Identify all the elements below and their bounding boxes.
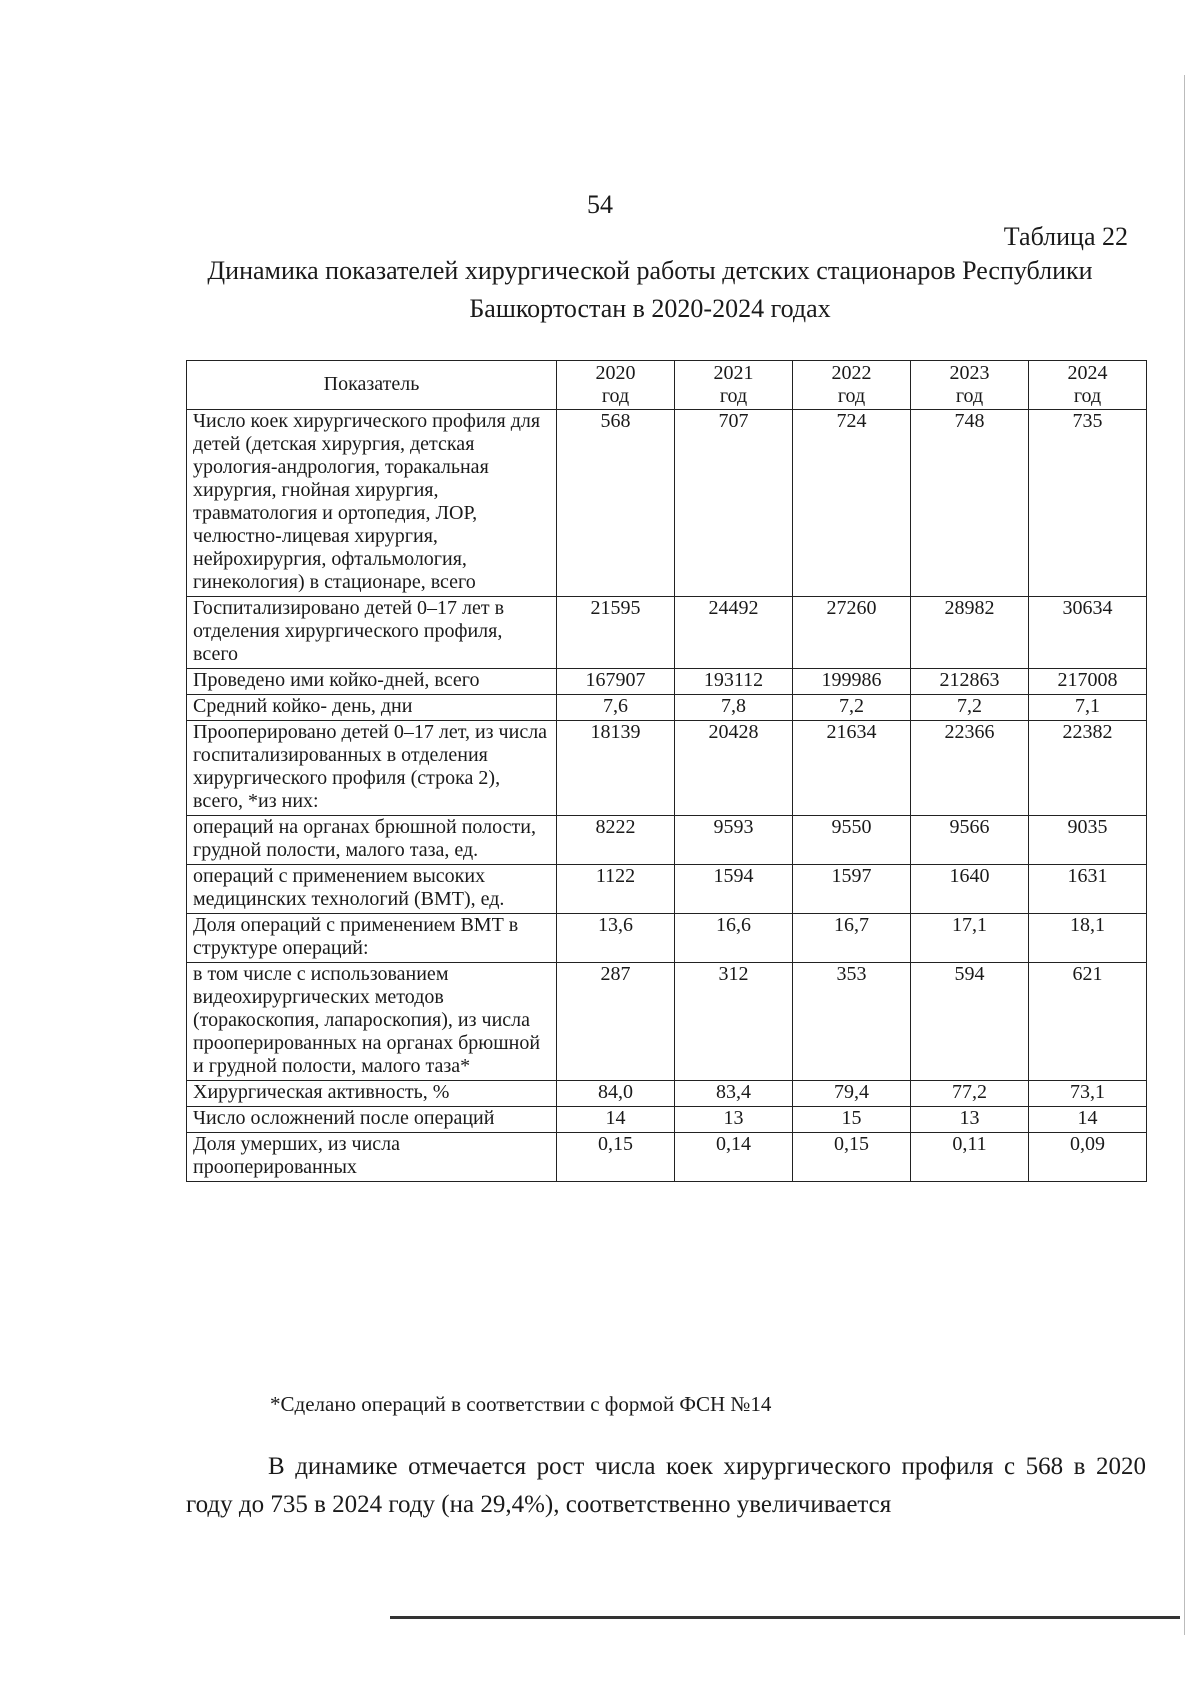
row-value: 167907 <box>557 669 675 695</box>
row-value: 212863 <box>911 669 1029 695</box>
header-year-2022: 2022 год <box>793 361 911 410</box>
row-value: 22382 <box>1029 721 1147 816</box>
row-label: Число коек хирургического профиля для детей (детская хирургия, детская урология-андрология, торакальная хирургия, гнойная хирургия, травматология и ортопедия, ЛОР, челюстно-лицевая хирургия, нейрохирургия, офтальмология, гинекология) в стационаре, всего <box>187 410 557 597</box>
row-value: 13,6 <box>557 914 675 963</box>
row-value: 193112 <box>675 669 793 695</box>
row-value: 287 <box>557 963 675 1081</box>
row-value: 1640 <box>911 865 1029 914</box>
row-value: 9593 <box>675 816 793 865</box>
row-label: в том числе с использованием видеохирургических методов (торакоскопия, лапароскопия), из числа прооперированных на органах брюшной и грудной полости, малого таза* <box>187 963 557 1081</box>
row-value: 1631 <box>1029 865 1147 914</box>
row-value: 748 <box>911 410 1029 597</box>
row-value: 13 <box>911 1107 1029 1133</box>
row-value: 707 <box>675 410 793 597</box>
row-value: 28982 <box>911 597 1029 669</box>
row-value: 8222 <box>557 816 675 865</box>
row-value: 1597 <box>793 865 911 914</box>
page-number: 54 <box>587 190 613 219</box>
row-value: 735 <box>1029 410 1147 597</box>
row-value: 0,11 <box>911 1133 1029 1182</box>
bottom-rule <box>390 1616 1180 1619</box>
row-value: 1594 <box>675 865 793 914</box>
row-value: 18,1 <box>1029 914 1147 963</box>
row-value: 16,6 <box>675 914 793 963</box>
row-value: 0,14 <box>675 1133 793 1182</box>
row-value: 79,4 <box>793 1081 911 1107</box>
row-value: 7,2 <box>911 695 1029 721</box>
row-label: Доля умерших, из числа прооперированных <box>187 1133 557 1182</box>
title-line-1: Динамика показателей хирургической работы детских стационаров Республики <box>207 256 1093 285</box>
row-value: 21634 <box>793 721 911 816</box>
row-value: 7,2 <box>793 695 911 721</box>
row-value: 568 <box>557 410 675 597</box>
row-value: 13 <box>675 1107 793 1133</box>
row-value: 73,1 <box>1029 1081 1147 1107</box>
row-value: 15 <box>793 1107 911 1133</box>
row-value: 0,09 <box>1029 1133 1147 1182</box>
row-value: 353 <box>793 963 911 1081</box>
table-header-row <box>187 361 1147 410</box>
footnote: *Сделано операций в соответствии с формой ФСН №14 <box>270 1392 772 1416</box>
title-line-2: Башкортостан в 2020-2024 годах <box>469 294 831 323</box>
row-value: 312 <box>675 963 793 1081</box>
table-row <box>187 721 1147 816</box>
scan-edge-line <box>1184 75 1185 1635</box>
table-row <box>187 1081 1147 1107</box>
table-row <box>187 1107 1147 1133</box>
table-row <box>187 669 1147 695</box>
row-value: 1122 <box>557 865 675 914</box>
row-label: Прооперировано детей 0–17 лет, из числа госпитализированных в отделения хирургического профиля (строка 2), всего, *из них: <box>187 721 557 816</box>
row-value: 17,1 <box>911 914 1029 963</box>
row-value: 9035 <box>1029 816 1147 865</box>
row-value: 83,4 <box>675 1081 793 1107</box>
row-label: операций с применением высоких медицинских технологий (ВМТ), ед. <box>187 865 557 914</box>
header-year-2021: 2021 год <box>675 361 793 410</box>
table-row <box>187 695 1147 721</box>
table-row <box>187 816 1147 865</box>
row-value: 0,15 <box>557 1133 675 1182</box>
row-value: 724 <box>793 410 911 597</box>
row-value: 594 <box>911 963 1029 1081</box>
row-value: 27260 <box>793 597 911 669</box>
table-row <box>187 410 1147 597</box>
row-value: 14 <box>1029 1107 1147 1133</box>
row-value: 7,8 <box>675 695 793 721</box>
row-label: Хирургическая активность, % <box>187 1081 557 1107</box>
row-label: операций на органах брюшной полости, грудной полости, малого таза, ед. <box>187 816 557 865</box>
row-value: 77,2 <box>911 1081 1029 1107</box>
table-row <box>187 1133 1147 1182</box>
row-label: Госпитализировано детей 0–17 лет в отделения хирургического профиля, всего <box>187 597 557 669</box>
body-paragraph: В динамике отмечается рост числа коек хирургического профиля с 568 в 2020 году до 735 в 2024 году (на 29,4%), соответственно увеличивается <box>186 1453 1146 1518</box>
table-row <box>187 914 1147 963</box>
row-value: 30634 <box>1029 597 1147 669</box>
header-year-2020: 2020 год <box>557 361 675 410</box>
row-label: Проведено ими койко-дней, всего <box>187 669 557 695</box>
row-label: Средний койко- день, дни <box>187 695 557 721</box>
header-indicator: Показатель <box>187 361 557 410</box>
table-row <box>187 865 1147 914</box>
header-year-2024: 2024 год <box>1029 361 1147 410</box>
table-body <box>187 410 1147 1182</box>
header-year-2023: 2023 год <box>911 361 1029 410</box>
table-row <box>187 963 1147 1081</box>
table-row <box>187 597 1147 669</box>
row-value: 7,1 <box>1029 695 1147 721</box>
row-value: 199986 <box>793 669 911 695</box>
row-value: 22366 <box>911 721 1029 816</box>
row-value: 84,0 <box>557 1081 675 1107</box>
row-value: 14 <box>557 1107 675 1133</box>
row-value: 18139 <box>557 721 675 816</box>
table-title <box>150 252 1150 328</box>
table-label: Таблица 22 <box>1003 222 1128 251</box>
row-label: Число осложнений после операций <box>187 1107 557 1133</box>
surgical-indicators-table <box>186 360 1147 1182</box>
row-value: 621 <box>1029 963 1147 1081</box>
row-value: 0,15 <box>793 1133 911 1182</box>
row-value: 7,6 <box>557 695 675 721</box>
row-value: 9566 <box>911 816 1029 865</box>
row-value: 24492 <box>675 597 793 669</box>
row-value: 20428 <box>675 721 793 816</box>
row-value: 16,7 <box>793 914 911 963</box>
row-value: 9550 <box>793 816 911 865</box>
row-value: 217008 <box>1029 669 1147 695</box>
row-label: Доля операций с применением ВМТ в структуре операций: <box>187 914 557 963</box>
row-value: 21595 <box>557 597 675 669</box>
